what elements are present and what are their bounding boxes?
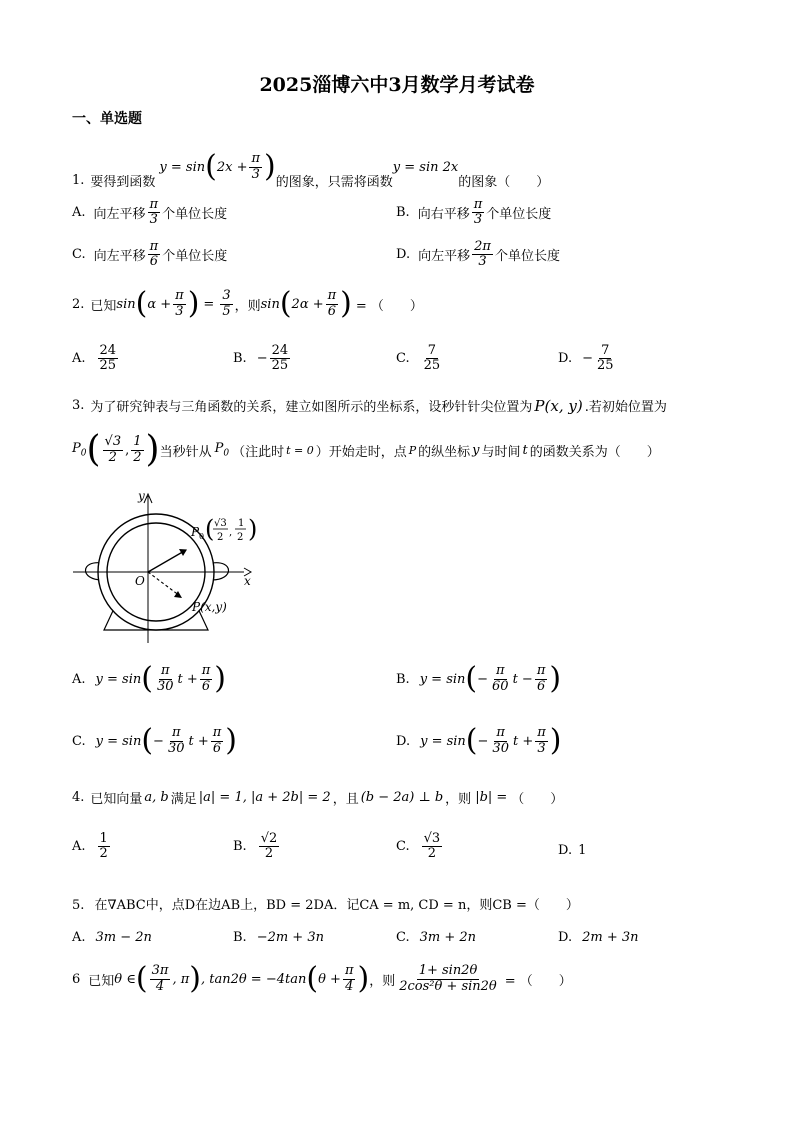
q3-paren-open: ( <box>86 429 101 470</box>
q6-paren-open-2: ( <box>306 961 319 996</box>
p0-letter: P <box>72 441 81 457</box>
option-paren-close: ) <box>549 661 562 696</box>
p0-paren-open: ( <box>205 515 215 543</box>
option-func: y = sin <box>419 671 466 687</box>
q3-frac-x <box>103 435 124 465</box>
frac-num: π <box>537 725 546 741</box>
q4-option-c[interactable] <box>396 832 444 862</box>
frac-den: 30 <box>156 678 174 694</box>
q3-text-2: 当秒针从 <box>159 444 212 460</box>
q3-t: t <box>522 442 528 458</box>
option-frac-a <box>155 664 176 694</box>
clock-figure <box>68 488 268 648</box>
q6-arg: θ + <box>318 971 341 987</box>
frac-den: 6 <box>327 303 337 319</box>
option-frac <box>259 832 280 862</box>
option-label: C. <box>396 930 410 945</box>
frac-den: 4 <box>155 978 165 994</box>
frac-den: 2 <box>264 846 274 862</box>
q2-arg2: 2α + <box>291 296 324 312</box>
frac-num: π <box>473 197 483 212</box>
q2-paren-close-2: ) <box>340 286 352 321</box>
option-frac-a <box>490 664 511 694</box>
q1-paren-close: ) <box>264 149 276 184</box>
q3-option-c[interactable] <box>72 723 238 758</box>
option-op: t + <box>177 671 198 687</box>
p0-y-den: 2 <box>237 532 244 543</box>
frac-num: 7 <box>427 343 437 358</box>
option-label: B. <box>233 839 247 855</box>
q3-text-2f: 的函数关系为（ ） <box>529 444 660 460</box>
frac-den: 25 <box>597 358 614 374</box>
option-text: −2m + 3n <box>256 930 324 945</box>
option-func: y = sin <box>95 733 142 749</box>
option-frac-b <box>200 664 213 694</box>
x-axis-label: x <box>244 574 251 588</box>
frac-num: 1+ sin2θ <box>418 963 478 979</box>
q1-number: 1. <box>72 172 85 188</box>
q3-text-2d: 的纵坐标 <box>418 444 471 460</box>
q3-p: P <box>408 443 417 457</box>
frac-den: 60 <box>492 678 509 694</box>
option-func: y = sin <box>95 671 142 687</box>
q5-option-c[interactable] <box>396 930 476 945</box>
option-text: 1 <box>578 843 587 858</box>
question-4 <box>72 788 563 807</box>
option-frac-a <box>166 726 187 756</box>
frac-num: π <box>496 663 505 679</box>
frac-num: π <box>327 288 337 304</box>
q1-func: y = sin <box>159 159 206 175</box>
frac-num: π <box>149 197 159 212</box>
option-op: t + <box>188 733 209 749</box>
q1-option-b[interactable] <box>396 198 551 228</box>
q3-text: 为了研究钟表与三角函数的关系，建立如图所示的坐标系，设秒针针尖位置为 <box>90 400 533 415</box>
frac-num: π <box>212 725 222 741</box>
option-paren-open: ( <box>465 723 478 758</box>
q3-option-d[interactable] <box>396 723 562 758</box>
frac-den: 3 <box>478 254 487 270</box>
frac-den: 25 <box>271 358 289 374</box>
option-frac <box>270 344 291 374</box>
q2-paren-open-2: ( <box>279 286 292 321</box>
option-label: D. <box>396 733 411 749</box>
option-func: y = sin <box>420 733 466 749</box>
q1-func2: y = sin 2x <box>392 159 459 175</box>
q1-prefix: 要得到函数 <box>90 174 156 190</box>
q2-sin-1: sin <box>116 296 136 312</box>
p0-letter: P <box>214 441 224 457</box>
frac-num: π <box>171 725 181 741</box>
option-label: A. <box>72 205 86 221</box>
option-op: t + <box>512 733 534 749</box>
q1-option-c[interactable] <box>72 240 227 270</box>
q2-mid: ，则 <box>234 298 261 314</box>
frac-num: 1 <box>133 434 142 450</box>
option-frac <box>422 344 443 374</box>
frac-num: 2π <box>474 239 491 254</box>
q3-y: y <box>472 442 480 458</box>
q6-interval-end: , π <box>172 971 190 987</box>
q1-frac-den: 3 <box>251 166 260 182</box>
q4-prefix: 已知向量 <box>90 792 143 807</box>
q3-p0 <box>72 441 86 459</box>
q4-mid: ，且 <box>332 792 359 807</box>
question-6 <box>72 961 572 996</box>
q2-sin-2: sin <box>260 296 280 312</box>
option-label: D. <box>558 843 573 858</box>
question-3-line1 <box>72 396 667 415</box>
option-sign: − <box>477 733 489 749</box>
q3-frac-y <box>131 435 143 465</box>
q2-paren-open-1: ( <box>135 286 148 321</box>
q3-text-2c: ）开始走时，点 <box>315 444 407 460</box>
option-frac-b <box>535 664 548 694</box>
section-heading: 一、单选题 <box>72 111 142 127</box>
option-text: 向右平移 <box>417 207 470 223</box>
option-suffix: 个单位长度 <box>494 249 560 265</box>
frac-num: π <box>160 663 170 679</box>
q2-frac-2 <box>326 289 339 319</box>
q3-pxy: P(x, y) <box>534 396 583 415</box>
frac-den: 6 <box>212 740 222 756</box>
question-5 <box>72 894 579 913</box>
p0-sub: 0 <box>80 448 87 459</box>
q3-text-b: .若初始位置为 <box>584 400 667 415</box>
q4-expr2: (b − 2a) ⊥ b <box>360 790 444 805</box>
option-text: 2m + 3n <box>582 930 639 945</box>
option-frac-b <box>535 726 548 756</box>
q4-expr1: |a| = 1, |a + 2b| = 2 <box>198 790 331 805</box>
question-1 <box>72 142 549 188</box>
q1-paren-open: ( <box>205 149 217 184</box>
option-label: D. <box>558 930 573 945</box>
q4-expr3: |b| = <box>475 790 508 805</box>
q6-paren-close-1: ) <box>189 961 201 996</box>
q6-post: = （ ） <box>504 973 572 989</box>
q2-number: 2. <box>72 296 85 312</box>
option-label: A. <box>72 671 86 687</box>
q4-option-a[interactable] <box>72 832 112 862</box>
frac-den: 25 <box>99 358 117 374</box>
option-frac-a <box>490 726 511 756</box>
q6-frac-2 <box>343 964 356 994</box>
option-op: t − <box>512 671 533 687</box>
q2-option-b[interactable] <box>233 344 292 374</box>
q1-option-a[interactable] <box>72 198 227 228</box>
q5-number: 5. <box>72 898 85 913</box>
option-suffix: 个单位长度 <box>162 249 228 265</box>
option-sign: − <box>256 351 268 367</box>
option-frac <box>422 832 443 862</box>
q2-arg1: α + <box>147 296 172 312</box>
question-2 <box>72 286 423 321</box>
q2-post: = （ ） <box>355 298 423 314</box>
frac-den: 2 <box>99 846 108 862</box>
q5-option-b[interactable] <box>233 930 324 945</box>
q5-option-d[interactable] <box>558 930 639 945</box>
option-sign: − <box>582 351 593 367</box>
option-text: 3m − 2n <box>95 930 152 945</box>
frac-den: 25 <box>423 358 441 374</box>
frac-den: 4 <box>345 978 354 994</box>
frac-den: 30 <box>167 740 185 756</box>
q1-post: 的图象（ ） <box>458 174 550 190</box>
q2-prefix: 已知 <box>90 298 117 314</box>
q6-tan: , tan2θ = −4tan <box>200 971 307 987</box>
option-text: 向左平移 <box>93 249 146 265</box>
option-label: B. <box>396 671 410 687</box>
frac-num: π <box>344 963 354 979</box>
option-frac <box>148 240 161 270</box>
frac-den: 6 <box>149 254 159 270</box>
frac-num: √3 <box>423 831 441 846</box>
option-sign: − <box>477 671 489 687</box>
option-label: C. <box>396 839 410 855</box>
q3-paren-close: ) <box>145 429 160 470</box>
option-label: B. <box>233 351 247 367</box>
q6-paren-open-1: ( <box>135 961 148 996</box>
frac-den: 3 <box>175 303 184 319</box>
y-axis-label: y <box>138 489 145 503</box>
option-frac <box>595 344 616 374</box>
q3-t0: t = 0 <box>286 443 314 457</box>
q2-frac-1 <box>173 289 186 319</box>
q1-frac <box>249 152 262 182</box>
option-text: 3m + 2n <box>419 930 477 945</box>
option-paren-close: ) <box>225 723 238 758</box>
frac-num: 24 <box>271 343 289 358</box>
p0-paren-close: ) <box>248 515 258 543</box>
q4-post: （ ） <box>511 792 564 807</box>
q2-paren-close-1: ) <box>187 286 200 321</box>
option-paren-open: ( <box>141 661 153 696</box>
frac-den: 2 <box>133 449 142 465</box>
frac-num: √3 <box>104 434 122 450</box>
q4-cond: 满足 <box>170 792 197 807</box>
q1-option-d[interactable] <box>396 240 560 270</box>
frac-num: 24 <box>99 343 117 358</box>
p0-label-sub: 0 <box>199 532 205 541</box>
frac-den: 2 <box>427 846 437 862</box>
q3-option-a[interactable] <box>72 661 227 696</box>
frac-den: 3 <box>149 212 158 228</box>
option-label: C. <box>396 351 410 367</box>
pxy-label: P(x,y) <box>192 600 227 614</box>
frac-num: 3π <box>151 963 169 979</box>
option-sign: − <box>153 733 164 749</box>
q6-mid: ，则 <box>369 973 396 989</box>
q1-frac-num: π <box>251 151 261 167</box>
p0-x-den: 2 <box>217 532 224 543</box>
frac-num: 7 <box>601 343 610 358</box>
q6-paren-close-2: ) <box>357 961 370 996</box>
q2-value-frac <box>220 289 232 319</box>
q1-arg: 2x + <box>216 159 248 175</box>
option-frac <box>472 198 485 228</box>
option-label: C. <box>72 733 86 749</box>
option-paren-open: ( <box>465 661 478 696</box>
option-label: D. <box>396 247 411 263</box>
p0-x-num: √3 <box>214 518 227 529</box>
q3-comma: , <box>125 442 130 458</box>
q3-text-2b: （注此时 <box>232 444 285 460</box>
q3-option-b[interactable] <box>396 661 562 696</box>
frac-den: 2cos²θ + sin2θ <box>399 978 497 994</box>
frac-num: π <box>496 725 505 741</box>
q5-option-a[interactable] <box>72 930 152 945</box>
option-label: B. <box>396 205 410 221</box>
origin-label: O <box>135 574 145 588</box>
q3-p0-b <box>215 441 229 459</box>
option-label: A. <box>72 930 86 945</box>
frac-den: 6 <box>201 678 211 694</box>
p0-label: P <box>191 525 200 539</box>
option-suffix: 个单位长度 <box>486 207 552 223</box>
frac-den: 3 <box>537 740 546 756</box>
option-label: C. <box>72 247 86 263</box>
q2-eq: = <box>203 296 215 312</box>
option-label: A. <box>72 839 86 855</box>
option-label: A. <box>72 351 86 367</box>
frac-num: √2 <box>260 831 278 846</box>
option-paren-open: ( <box>141 723 154 758</box>
frac-num: π <box>149 239 159 254</box>
frac-den: 30 <box>492 740 509 756</box>
p0-y-num: 1 <box>238 518 245 529</box>
question-3-line2 <box>72 429 660 470</box>
q6-prefix: 已知 <box>88 973 115 989</box>
q4-number: 4. <box>72 790 85 805</box>
option-text: 向左平移 <box>93 207 146 223</box>
p0-sub: 0 <box>223 448 230 459</box>
q4-option-d[interactable] <box>558 843 586 858</box>
frac-num: π <box>175 288 184 304</box>
q3-text-2e: 与时间 <box>481 444 521 460</box>
frac-den: 3 <box>473 212 483 228</box>
option-frac <box>148 198 161 228</box>
option-frac <box>98 344 119 374</box>
option-paren-close: ) <box>214 661 227 696</box>
option-label: D. <box>558 351 573 367</box>
frac-num: π <box>201 663 211 679</box>
option-frac-b <box>211 726 224 756</box>
option-frac <box>472 240 493 270</box>
p0-comma: , <box>229 527 233 538</box>
option-frac <box>98 832 110 862</box>
frac-num: π <box>536 663 546 679</box>
frac-num: 1 <box>99 831 108 846</box>
option-text: 向左平移 <box>418 249 471 265</box>
q6-theta: θ ∈ <box>114 971 136 987</box>
q6-frac-1 <box>150 964 171 994</box>
frac-den: 5 <box>222 303 231 319</box>
page-title: 2025淄博六中3月数学月考试卷 <box>259 74 535 96</box>
frac-den: 6 <box>536 678 546 694</box>
option-label: B. <box>233 930 247 945</box>
q6-frac-3 <box>397 964 499 994</box>
q3-number: 3. <box>72 398 85 413</box>
frac-num: 3 <box>222 288 231 304</box>
q4-vectors: a, b <box>144 790 169 805</box>
q6-number: 6 <box>72 971 81 987</box>
q1-mid: 的图象，只需将函数 <box>275 174 393 190</box>
option-suffix: 个单位长度 <box>162 207 228 223</box>
q4-mid2: ，则 <box>445 792 472 807</box>
q4-option-b[interactable] <box>233 832 281 862</box>
q2-option-d[interactable] <box>558 344 618 374</box>
frac-den: 2 <box>108 449 117 465</box>
q5-text: 在∇ABC中，点D在边AB上，BD = 2DA．记CA = m, CD = n，则CB =（ ） <box>94 898 579 913</box>
option-paren-close: ) <box>549 723 562 758</box>
q2-option-c[interactable] <box>396 344 444 374</box>
q2-option-a[interactable] <box>72 344 120 374</box>
